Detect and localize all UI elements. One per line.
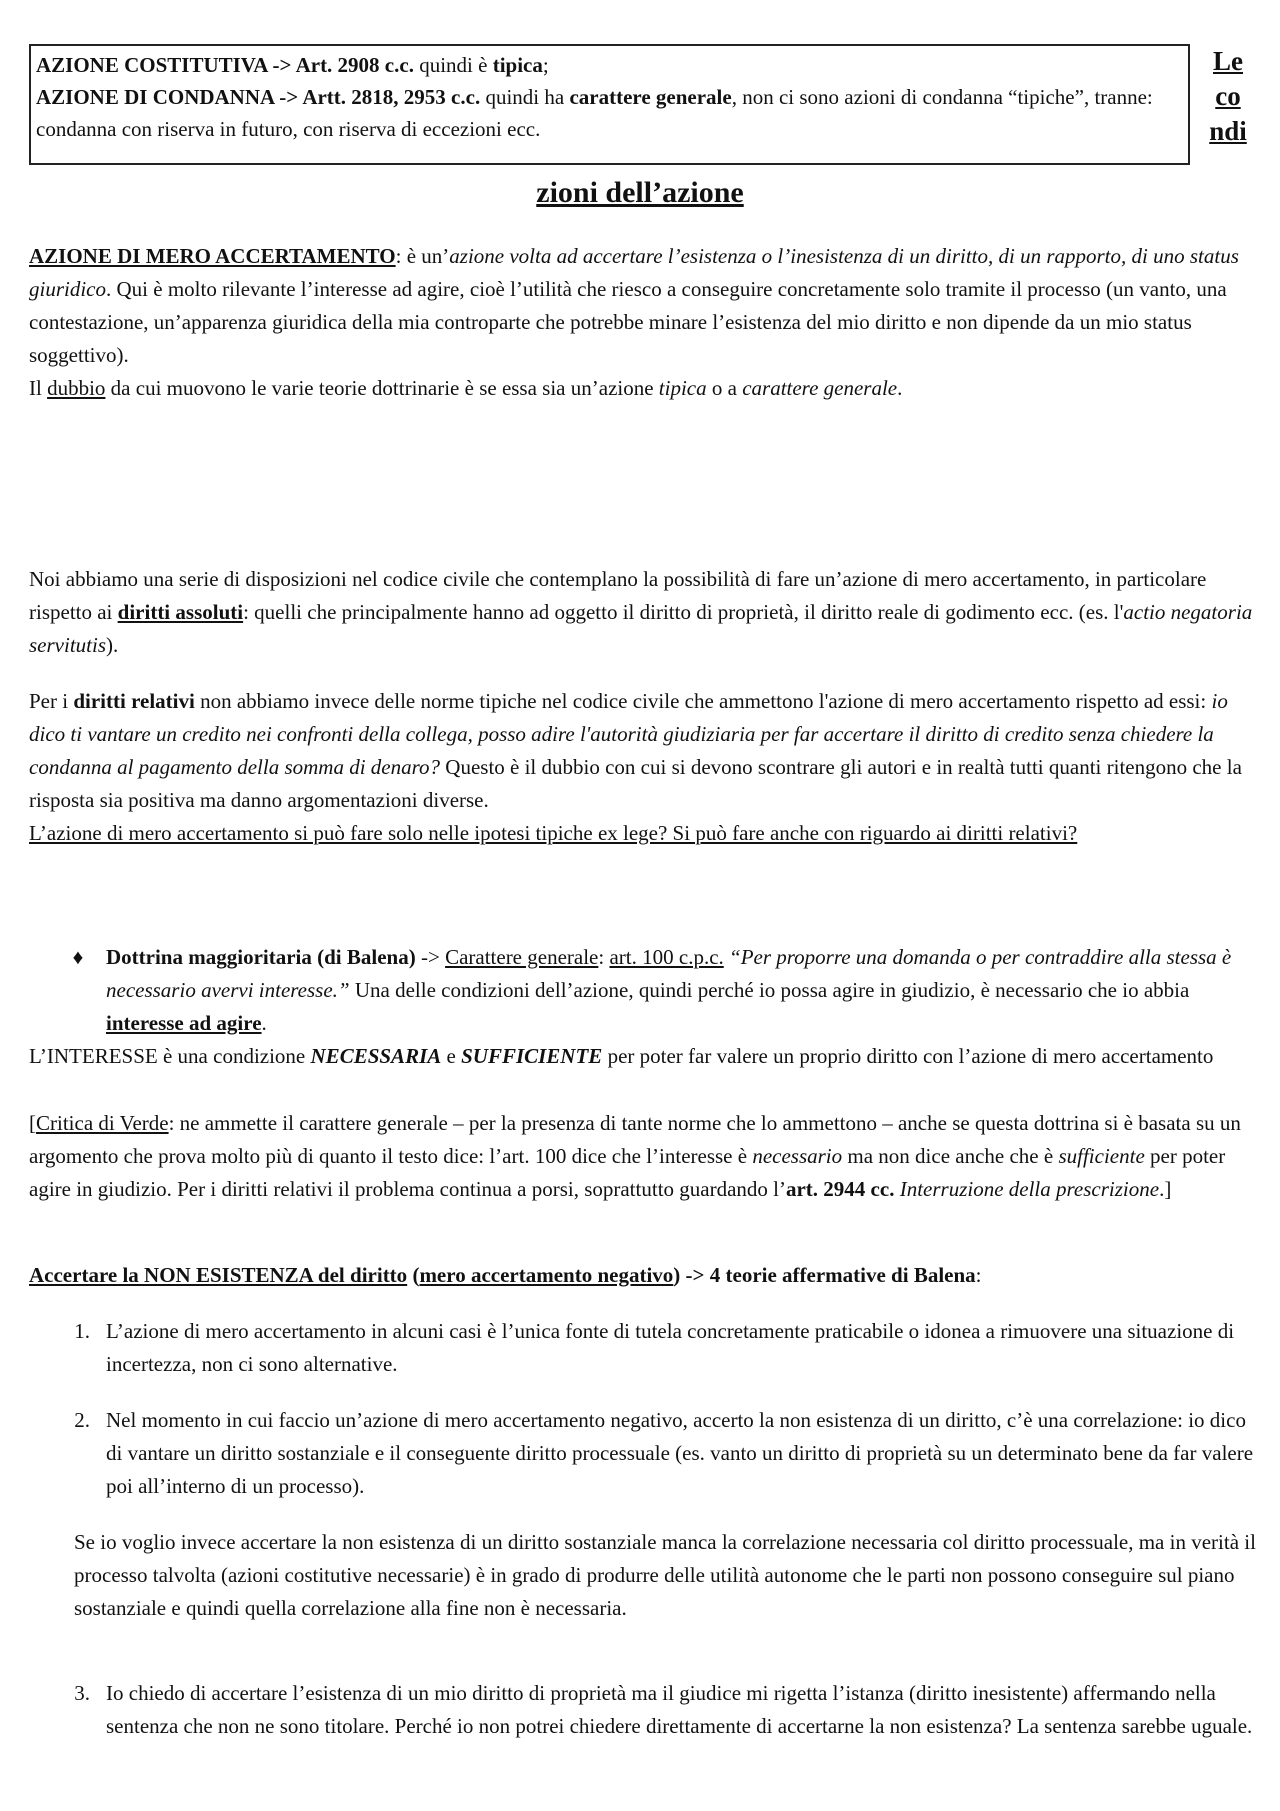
box-line-condanna: AZIONE DI CONDANNA -> Artt. 2818, 2953 c.c. quindi ha carattere generale, non ci sono azioni di condanna “tipiche”, tranne: condanna con riserva in futuro, con riserva di eccezioni ecc.	[36, 85, 1153, 141]
bullet-dottrina-maggioritaria: Dottrina maggioritaria (di Balena) -> Carattere generale: art. 100 c.p.c. “Per proporre una domanda o per contraddire alla stessa è necessario avervi interesse.” Una delle condizioni dell’azione, quindi perché io possa agire in giudizio, è necessario che io abbia interesse ad agire.	[106, 945, 1232, 1035]
paragraph-critica-verde: [Critica di Verde: ne ammette il carattere generale – per la presenza di tante norme che lo ammettono – anche se questa dottrina si è basata su un argomento che prova molto più di quanto il testo dice: l’art. 100 dice che l’interesse è necessario ma non dice anche che è sufficiente per poter agire in giudizio. Per i diritti relativi il problema continua a porsi, soprattutto guardando l’art. 2944 cc. Interruzione della prescrizione.]	[29, 1111, 1241, 1201]
summary-box	[29, 44, 1190, 165]
list-number: 3.	[74, 1681, 90, 1705]
list-number: 1.	[74, 1319, 90, 1343]
box-line-costitutiva: AZIONE COSTITUTIVA -> Art. 2908 c.c. quindi è tipica;	[36, 53, 549, 77]
paragraph-non-esistenza: Accertare la NON ESISTENZA del diritto (mero accertamento negativo) -> 4 teorie affermative di Balena:	[29, 1263, 982, 1287]
paragraph-diritti-assoluti: Noi abbiamo una serie di disposizioni nel codice civile che contemplano la possibilità di fare un’azione di mero accertamento, in particolare rispetto ai diritti assoluti: quelli che principalmente hanno ad oggetto il diritto di proprietà, il diritto reale di godimento ecc. (es. l'actio negatoria servitutis).	[29, 567, 1253, 657]
paragraph-interesse: L’INTERESSE è una condizione NECESSARIA e SUFFICIENTE per poter far valere un proprio diritto con l’azione di mero accertamento	[29, 1044, 1214, 1068]
list-item: Nel momento in cui faccio un’azione di mero accertamento negativo, accerto la non esistenza di un diritto, c’è una correlazione: io dico di vantare un diritto sostanziale e il conseguente diritto processuale (es. vanto un diritto di proprietà su un determinato bene da far valere poi all’interno di un processo).	[106, 1408, 1254, 1498]
list-item: Io chiedo di accertare l’esistenza di un mio diritto di proprietà ma il giudice mi rigetta l’istanza (diritto inesistente) affermando nella sentenza che non ne sono titolare. Perché io non potrei chiedere direttamente di accertarne la non esistenza? La sentenza sarebbe uguale.	[106, 1681, 1253, 1738]
paragraph-mero-accertamento: AZIONE DI MERO ACCERTAMENTO: è un’azione volta ad accertare l’esistenza o l’inesistenza di un diritto, di un rapporto, di uno status giuridico. Qui è molto rilevante l’interesse ad agire, cioè l’utilità che riesco a conseguire concretamente solo tramite il processo (un vanto, una contestazione, un’apparenza giuridica della mia controparte che potrebbe minare l’esistenza del mio diritto e non dipende da un mio status soggettivo).	[29, 244, 1239, 367]
list-item: L’azione di mero accertamento in alcuni casi è l’unica fonte di tutela concretamente praticabile o idonea a rimuovere una situazione di incertezza, non ci sono alternative.	[106, 1319, 1235, 1376]
question-underlined: L’azione di mero accertamento si può fare solo nelle ipotesi tipiche ex lege? Si può fare anche con riguardo ai diritti relativi?	[29, 821, 1078, 845]
paragraph-diritti-relativi: Per i diritti relativi non abbiamo invece delle norme tipiche nel codice civile che ammettono l'azione di mero accertamento rispetto ad essi: io dico ti vantare un credito nei confronti della collega, posso adire l'autorità giudiziaria per far accertare il diritto di credito senza chiedere la condanna al pagamento della somma di denaro? Questo è il dubbio con cui si devono scontrare gli autori e in realtà tutti quanti ritengono che la risposta sia positiva ma danno argomentazioni diverse. L’azione di mero accertamento si può fare solo nelle ipotesi tipiche ex lege? Si può fare anche con riguardo ai diritti relativi?	[29, 685, 1254, 850]
diamond-bullet-icon: ♦	[72, 945, 84, 969]
heading-fragment: Le co ndi	[1209, 46, 1247, 146]
section-title: zioni dell’azione	[536, 176, 744, 209]
paragraph-dubbio: Il dubbio da cui muovono le varie teorie dottrinarie è se essa sia un’azione tipica o a carattere generale.	[29, 376, 903, 400]
list-number: 2.	[74, 1408, 90, 1432]
paragraph-correlazione: Se io voglio invece accertare la non esistenza di un diritto sostanziale manca la correlazione necessaria col diritto processuale, ma in verità il processo talvolta (azioni costitutive necessarie) è in grado di produrre delle utilità autonome che le parti non possono conseguire sul piano sostanziale e quindi quella correlazione alla fine non è necessaria.	[74, 1530, 1256, 1620]
